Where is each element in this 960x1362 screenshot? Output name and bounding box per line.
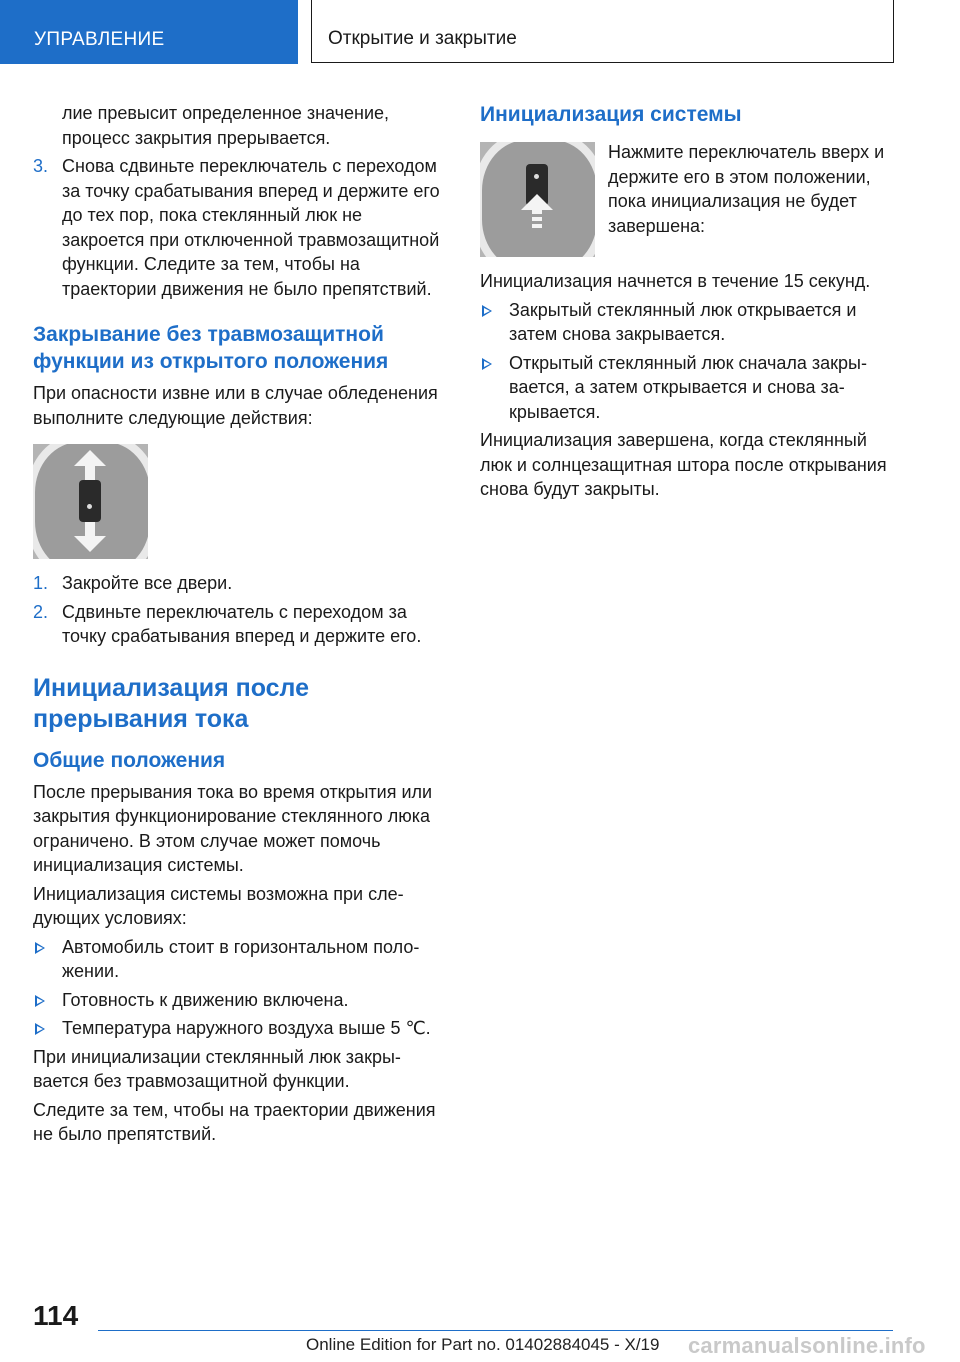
init-bullet-text: Открытый стеклянный люк сначала закрывается, а затем открывается и снова закрывается. [509, 352, 867, 422]
step-2-number: 2. [33, 601, 49, 622]
switch-panel [79, 480, 101, 522]
triangle-bullet-icon [35, 995, 45, 1007]
step-1-number: 1. [33, 573, 49, 593]
step-1-text: Закройте все двери. [62, 573, 233, 593]
arrow-up-icon [74, 450, 106, 466]
page-number: 114 [33, 1300, 79, 1331]
right-column [480, 101, 900, 506]
paragraph-init-note: При инициализации стеклянный люк закрывается без травмозащитной функции. [33, 1046, 401, 1091]
step-3-text: Снова сдвиньте переключатель с переходом за точку срабатывания вперед и держите его до тех пор, пока стеклянный люк не закроется при отключенной травмозащитной функции. Следите за тем, чтобы на траектории движения не было препятствий. [62, 156, 440, 299]
step-3 [33, 154, 448, 301]
switch-dot-icon [534, 174, 539, 179]
init-figure-row [480, 142, 900, 257]
heading-close-without-protection: Закрывание без травмозащитной функции из открытого положения [33, 323, 389, 373]
heading-general: Общие положения [33, 748, 226, 772]
arrow-stem-bar [532, 224, 542, 228]
arrow-up-stem [85, 466, 95, 480]
switch-image-up [480, 142, 595, 257]
arrow-stem-bar [532, 210, 542, 214]
step-2 [33, 600, 448, 649]
paragraph-general: После прерывания тока во время открытия или закрытия функционирование стеклянного люка ограничено. В этом случае может помочь инициализация системы. [33, 781, 433, 875]
header-section-tab [0, 0, 298, 64]
arrow-down-icon [74, 536, 106, 552]
triangle-bullet-icon [482, 358, 492, 370]
condition-text: Автомобиль стоит в горизонтальном положении. [62, 936, 420, 981]
condition-text: Температура наружного воздуха выше 5 ℃. [62, 1018, 431, 1038]
paragraph-init-complete: Инициализация завершена, когда стеклянный люк и солнцезащитная штора после открывания снова будут закрыты. [480, 430, 887, 499]
triangle-bullet-icon [35, 942, 45, 954]
left-column [33, 101, 448, 1151]
heading-init-after-power-loss: Инициализация после прерывания тока [33, 673, 310, 733]
triangle-bullet-icon [482, 305, 492, 317]
paragraph-conditions-intro: Инициализация системы возможна при следующих условиях: [33, 883, 404, 928]
step-1 [33, 571, 448, 596]
condition-item [33, 935, 448, 984]
switch-dot-icon [87, 504, 92, 509]
init-bullet-text: Закрытый стеклянный люк открывается и затем снова закрывается. [509, 299, 857, 344]
watermark: carmanualsonline.info [688, 1333, 926, 1358]
init-instruction: Нажмите переключатель вверх и держите его в этом положении, пока инициализация не будет завершена: [608, 142, 885, 236]
heading-system-init: Инициализация системы [480, 103, 742, 126]
header-chapter-box [311, 0, 894, 63]
init-bullet [480, 298, 900, 347]
paragraph-obstacle-note: Следите за тем, чтобы на траектории движения не было препятствий. [33, 1099, 436, 1144]
intro-continuation: лие превысит определенное значение, процесс закрытия прерывается. [62, 103, 390, 148]
footer-divider [98, 1330, 893, 1331]
init-bullet [480, 351, 900, 425]
arrow-down-stem [85, 522, 95, 536]
footer-edition: Online Edition for Part no. 01402884045 - X/19 [306, 1335, 660, 1354]
switch-image-up-down [33, 444, 148, 559]
arrow-up-icon [521, 194, 553, 210]
condition-text: Готовность к движению включена. [62, 989, 349, 1010]
header-section-title: УПРАВЛЕНИЕ [34, 29, 165, 50]
step-2-text: Сдвиньте переключатель с переходом за точку срабатывания вперед и держите его. [62, 601, 422, 646]
arrow-stem-bar [532, 217, 542, 221]
paragraph-danger: При опасности извне или в случае обледенения выполните следующие действия: [33, 383, 438, 428]
header-chapter-title: Открытие и закрытие [328, 28, 517, 49]
paragraph-init-start: Инициализация начнется в течение 15 секунд. [480, 271, 871, 291]
step-3-number: 3. [33, 156, 49, 176]
condition-item [33, 1016, 448, 1041]
condition-item [33, 988, 448, 1013]
triangle-bullet-icon [35, 1023, 45, 1035]
